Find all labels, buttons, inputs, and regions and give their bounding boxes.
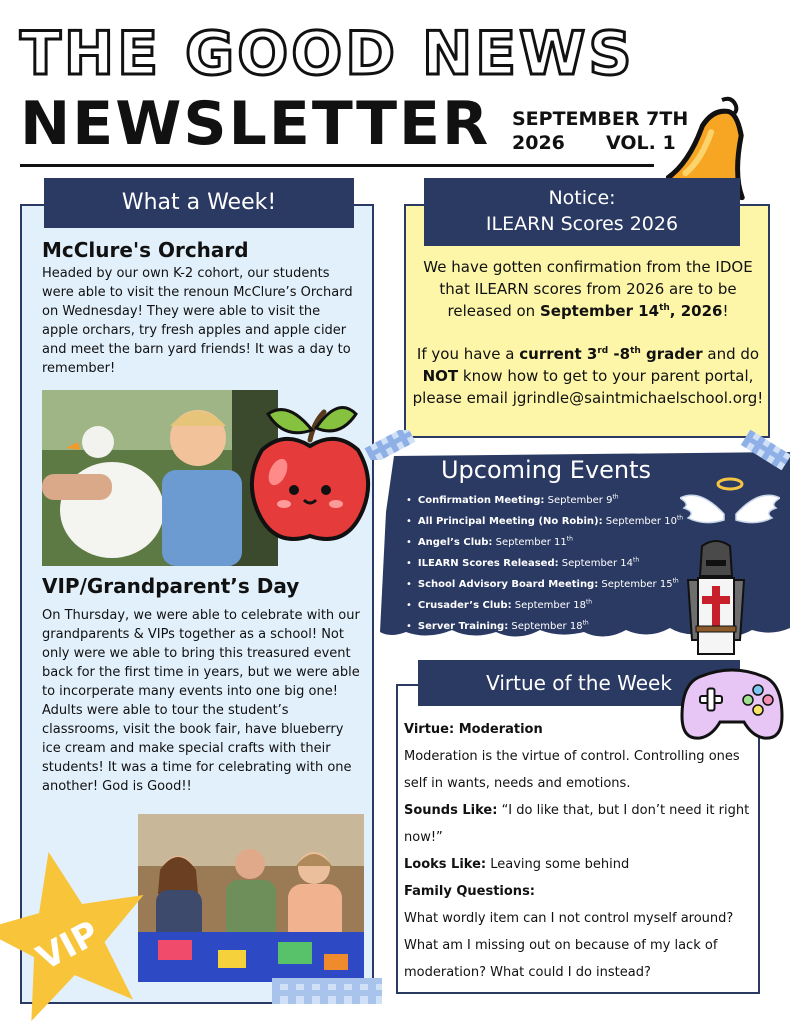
newsletter-title-line1: THE GOOD NEWS: [20, 19, 635, 89]
event-item: • Server Training: September 18th: [406, 616, 686, 637]
notice-paragraph-1: We have gotten confirmation from the IDOE that ILEARN scores from 2026 are to be released on September 14th, 2026!: [423, 258, 753, 320]
virtue-label: Virtue: Moderation: [404, 722, 543, 737]
issue-volume: VOL. 1: [606, 132, 676, 154]
virtue-definition: Moderation is the virtue of control. Controlling ones self in wants, needs and emotions.: [404, 749, 740, 791]
what-a-week-header: What a Week!: [44, 178, 354, 228]
event-item: • ILEARN Scores Released: September 14th: [406, 553, 686, 574]
apple-icon: [244, 400, 376, 550]
newsletter-title-line2: NEWSLETTER: [20, 89, 491, 159]
notice-body: [408, 256, 768, 430]
orchard-body: Headed by our own K-2 cohort, our students were able to visit the renoun McClure’s Orchard on Wednesday! They were able to visit the apple orchars, try fresh apples and apple cider and meet the barn yard friends! It was a day to remember!: [42, 266, 353, 376]
event-item: • School Advisory Board Meeting: September 15th: [406, 574, 686, 595]
vip-heading: VIP/Grandparent’s Day: [42, 574, 300, 598]
virtue-body: [404, 716, 756, 986]
crusader-knight-icon: [680, 540, 752, 658]
gingham-tape: [272, 978, 382, 1004]
notice-header-line2: ILEARN Scores 2026: [485, 213, 679, 235]
events-list: [406, 490, 686, 637]
virtue-sounds-like: Sounds Like: “I do like that, but I don’t need it right now!”: [404, 803, 750, 845]
events-title: Upcoming Events: [440, 456, 652, 484]
issue-date: SEPTEMBER 7TH: [512, 108, 689, 130]
angel-wings-icon: [680, 474, 780, 540]
orchard-heading: McClure's Orchard: [42, 238, 249, 262]
virtue-header: Virtue of the Week: [418, 660, 740, 706]
notice-header: [424, 178, 740, 246]
notice-paragraph-2: If you have a current 3rd -8th grader and do NOT know how to get to your parent portal, please email jgrindle@saintmichaelschool.org!: [412, 345, 764, 407]
vip-star-badge: [0, 850, 174, 1024]
event-item: • Confirmation Meeting: September 9th: [406, 490, 686, 511]
masthead-divider: [20, 164, 654, 167]
notice-header-line1: Notice:: [548, 187, 616, 209]
vip-star-label: VIP: [30, 913, 106, 979]
gingham-tape: [740, 430, 791, 470]
issue-year: 2026: [512, 132, 565, 154]
event-item: • Crusader’s Club: September 18th: [406, 595, 686, 616]
orchard-photo: [42, 390, 278, 566]
event-item: • All Principal Meeting (No Robin): September 10th: [406, 511, 686, 532]
virtue-looks-like: Looks Like: Leaving some behind: [404, 857, 630, 872]
vip-body: On Thursday, we were able to celebrate with our grandparents & VIPs together as a school! Not only were we able to bring this treasured event back for the first time in years, but we were able to incorperate many events into one big one! Adults were able to tour the student’s classrooms, visit the book fair, have blueberry ice cream and make special crafts with their students! It was a time for celebrating with one another! God is Good!!: [42, 608, 360, 794]
event-item: • Angel’s Club: September 11th: [406, 532, 686, 553]
virtue-family-questions: What wordly item can I not control myself around? What am I missing out on because of my lack of moderation? What could I do instead?: [404, 911, 734, 980]
virtue-family-questions-label: Family Questions:: [404, 884, 536, 899]
